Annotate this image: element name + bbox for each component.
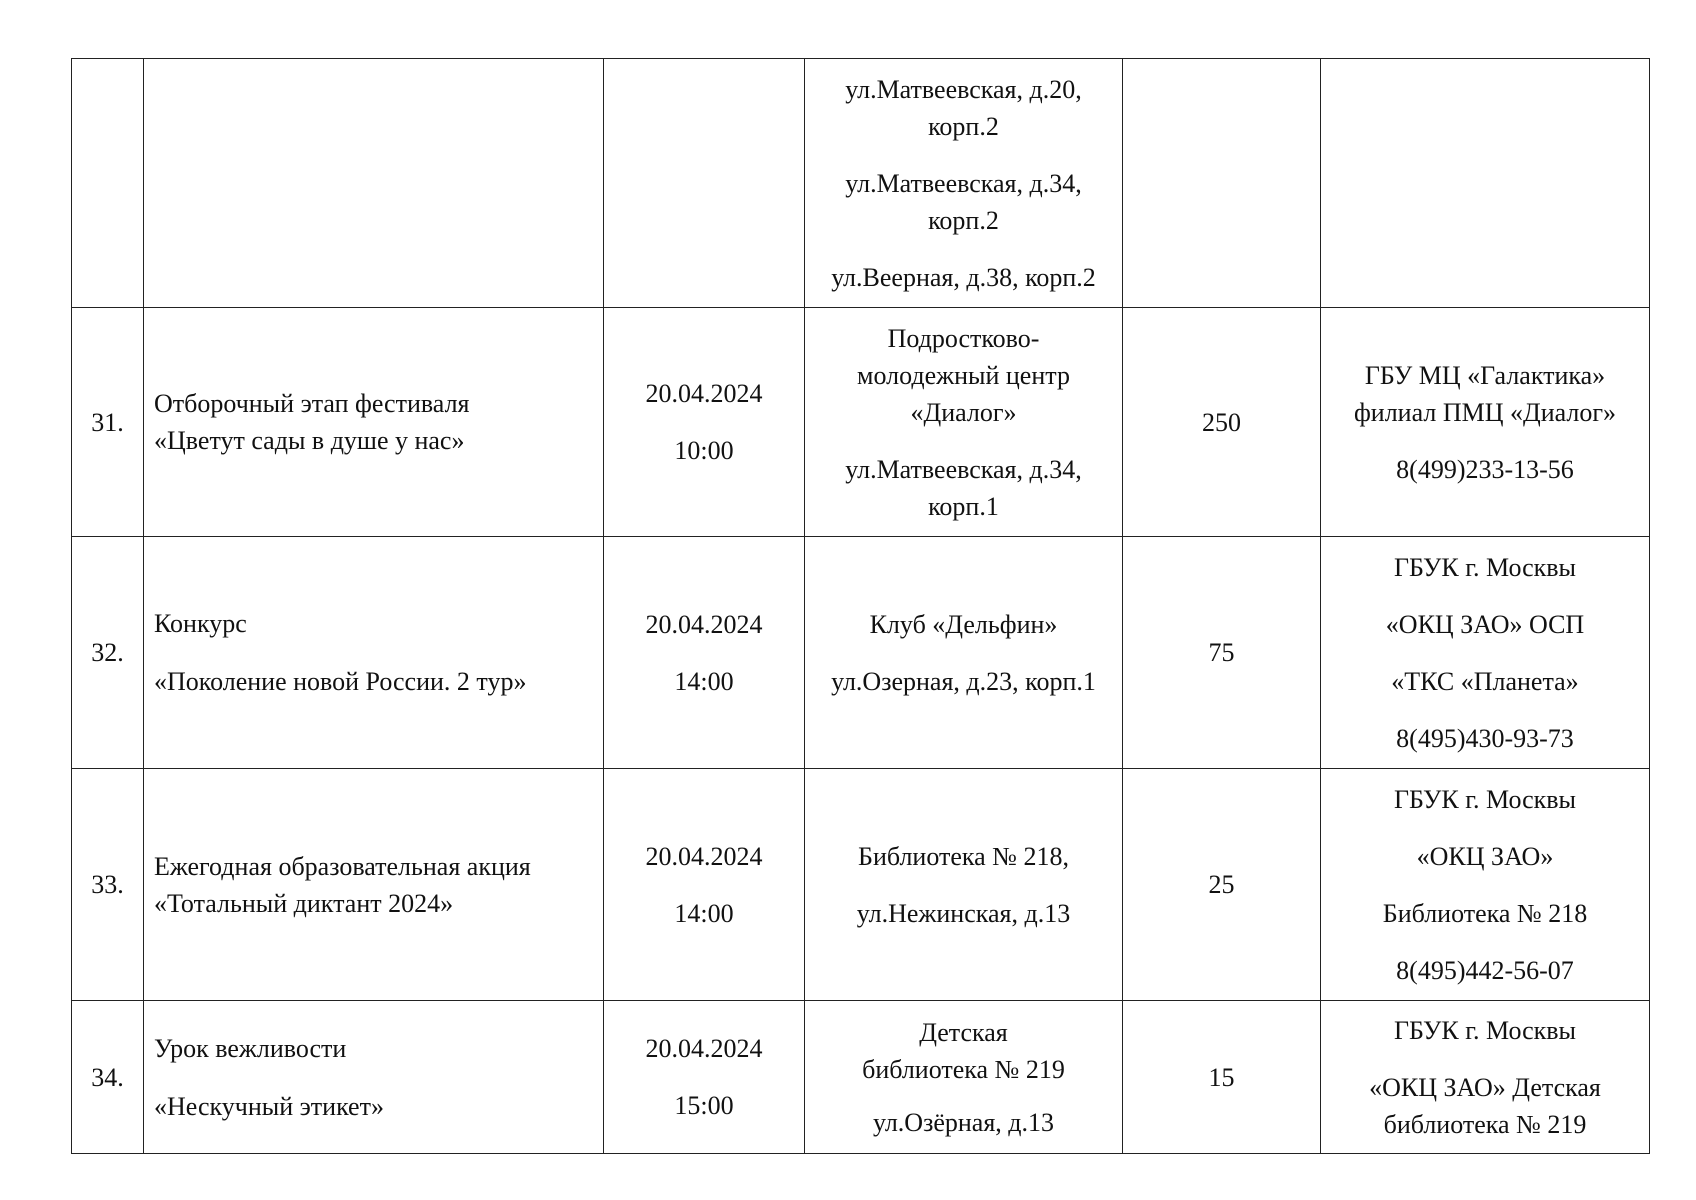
row-number: 32. bbox=[72, 537, 144, 769]
org-line: «ОКЦ ЗАО» bbox=[1416, 841, 1554, 871]
row-number: 31. bbox=[72, 308, 144, 537]
event-title bbox=[144, 308, 604, 537]
place-line: ул.Озёрная, д.13 bbox=[872, 1107, 1055, 1137]
place-line: Детская библиотека № 219 bbox=[862, 1017, 1065, 1084]
table-row bbox=[72, 59, 1650, 308]
organizer bbox=[1321, 59, 1650, 308]
org-line: ГБУК г. Москвы bbox=[1393, 784, 1577, 814]
event-datetime bbox=[604, 59, 805, 308]
event-date: 20.04.2024 bbox=[645, 1034, 763, 1063]
place-line: ул.Нежинская, д.13 bbox=[856, 898, 1071, 928]
row-number bbox=[72, 59, 144, 308]
event-title bbox=[144, 1001, 604, 1154]
organizer bbox=[1321, 769, 1650, 1001]
participant-count: 250 bbox=[1123, 308, 1321, 537]
org-line: ГБУК г. Москвы bbox=[1393, 1015, 1577, 1045]
participant-count: 75 bbox=[1123, 537, 1321, 769]
table-row bbox=[72, 1001, 1650, 1154]
place-line: ул.Матвеевская, д.34, корп.2 bbox=[845, 168, 1082, 235]
place-line: ул.Матвеевская, д.20, корп.2 bbox=[845, 74, 1082, 141]
event-title bbox=[144, 769, 604, 1001]
place-line: ул.Озерная, д.23, корп.1 bbox=[831, 666, 1096, 696]
place-line: Подростково-молодежный центр «Диалог» bbox=[857, 323, 1070, 427]
org-line: 8(495)442-56-07 bbox=[1396, 955, 1574, 985]
org-line: 8(495)430-93-73 bbox=[1396, 723, 1574, 753]
participant-count bbox=[1123, 59, 1321, 308]
title-line: Конкурс bbox=[154, 609, 247, 638]
event-time: 14:00 bbox=[674, 666, 734, 696]
title-line: «Нескучный этикет» bbox=[154, 1091, 384, 1121]
event-time: 15:00 bbox=[674, 1091, 734, 1120]
org-line: «ТКС «Планета» bbox=[1391, 666, 1579, 696]
place-line: Библиотека № 218, bbox=[858, 841, 1069, 871]
participant-count: 15 bbox=[1123, 1001, 1321, 1154]
event-datetime bbox=[604, 308, 805, 537]
row-number: 34. bbox=[72, 1001, 144, 1154]
org-line: 8(499)233-13-56 bbox=[1396, 454, 1574, 484]
title-line: Урок вежливости bbox=[154, 1033, 347, 1063]
org-line: ГБУ МЦ «Галактика» филиал ПМЦ «Диалог» bbox=[1353, 360, 1617, 427]
organizer bbox=[1321, 1001, 1650, 1154]
event-title bbox=[144, 537, 604, 769]
table-row bbox=[72, 537, 1650, 769]
event-place bbox=[805, 308, 1123, 537]
event-date: 20.04.2024 bbox=[645, 841, 763, 871]
place-line: ул.Матвеевская, д.34, корп.1 bbox=[845, 454, 1082, 521]
event-datetime bbox=[604, 769, 805, 1001]
event-time: 10:00 bbox=[674, 436, 734, 465]
org-line: «ОКЦ ЗАО» ОСП bbox=[1385, 609, 1585, 639]
organizer bbox=[1321, 537, 1650, 769]
title-line: «Поколение новой России. 2 тур» bbox=[154, 667, 527, 696]
event-title bbox=[144, 59, 604, 308]
org-line: «ОКЦ ЗАО» Детская библиотека № 219 bbox=[1369, 1072, 1601, 1139]
participant-count: 25 bbox=[1123, 769, 1321, 1001]
event-place bbox=[805, 769, 1123, 1001]
organizer bbox=[1321, 308, 1650, 537]
place-line: Клуб «Дельфин» bbox=[869, 609, 1058, 639]
event-datetime bbox=[604, 1001, 805, 1154]
event-date: 20.04.2024 bbox=[645, 609, 763, 639]
org-line: ГБУК г. Москвы bbox=[1393, 552, 1577, 582]
table-row bbox=[72, 769, 1650, 1001]
event-time: 14:00 bbox=[674, 898, 734, 928]
place-line: ул.Веерная, д.38, корп.2 bbox=[831, 262, 1096, 292]
title-line: «Цветут сады в душе у нас» bbox=[154, 426, 465, 455]
table-row bbox=[72, 308, 1650, 537]
title-line: Ежегодная образовательная акция bbox=[154, 851, 531, 881]
event-date: 20.04.2024 bbox=[645, 379, 763, 408]
title-line: «Тотальный диктант 2024» bbox=[154, 888, 454, 918]
org-line: Библиотека № 218 bbox=[1382, 898, 1588, 928]
event-place bbox=[805, 1001, 1123, 1154]
event-place bbox=[805, 537, 1123, 769]
title-line: Отборочный этап фестиваля bbox=[154, 389, 470, 418]
event-datetime bbox=[604, 537, 805, 769]
row-number: 33. bbox=[72, 769, 144, 1001]
event-place bbox=[805, 59, 1123, 308]
events-table bbox=[71, 58, 1650, 1154]
